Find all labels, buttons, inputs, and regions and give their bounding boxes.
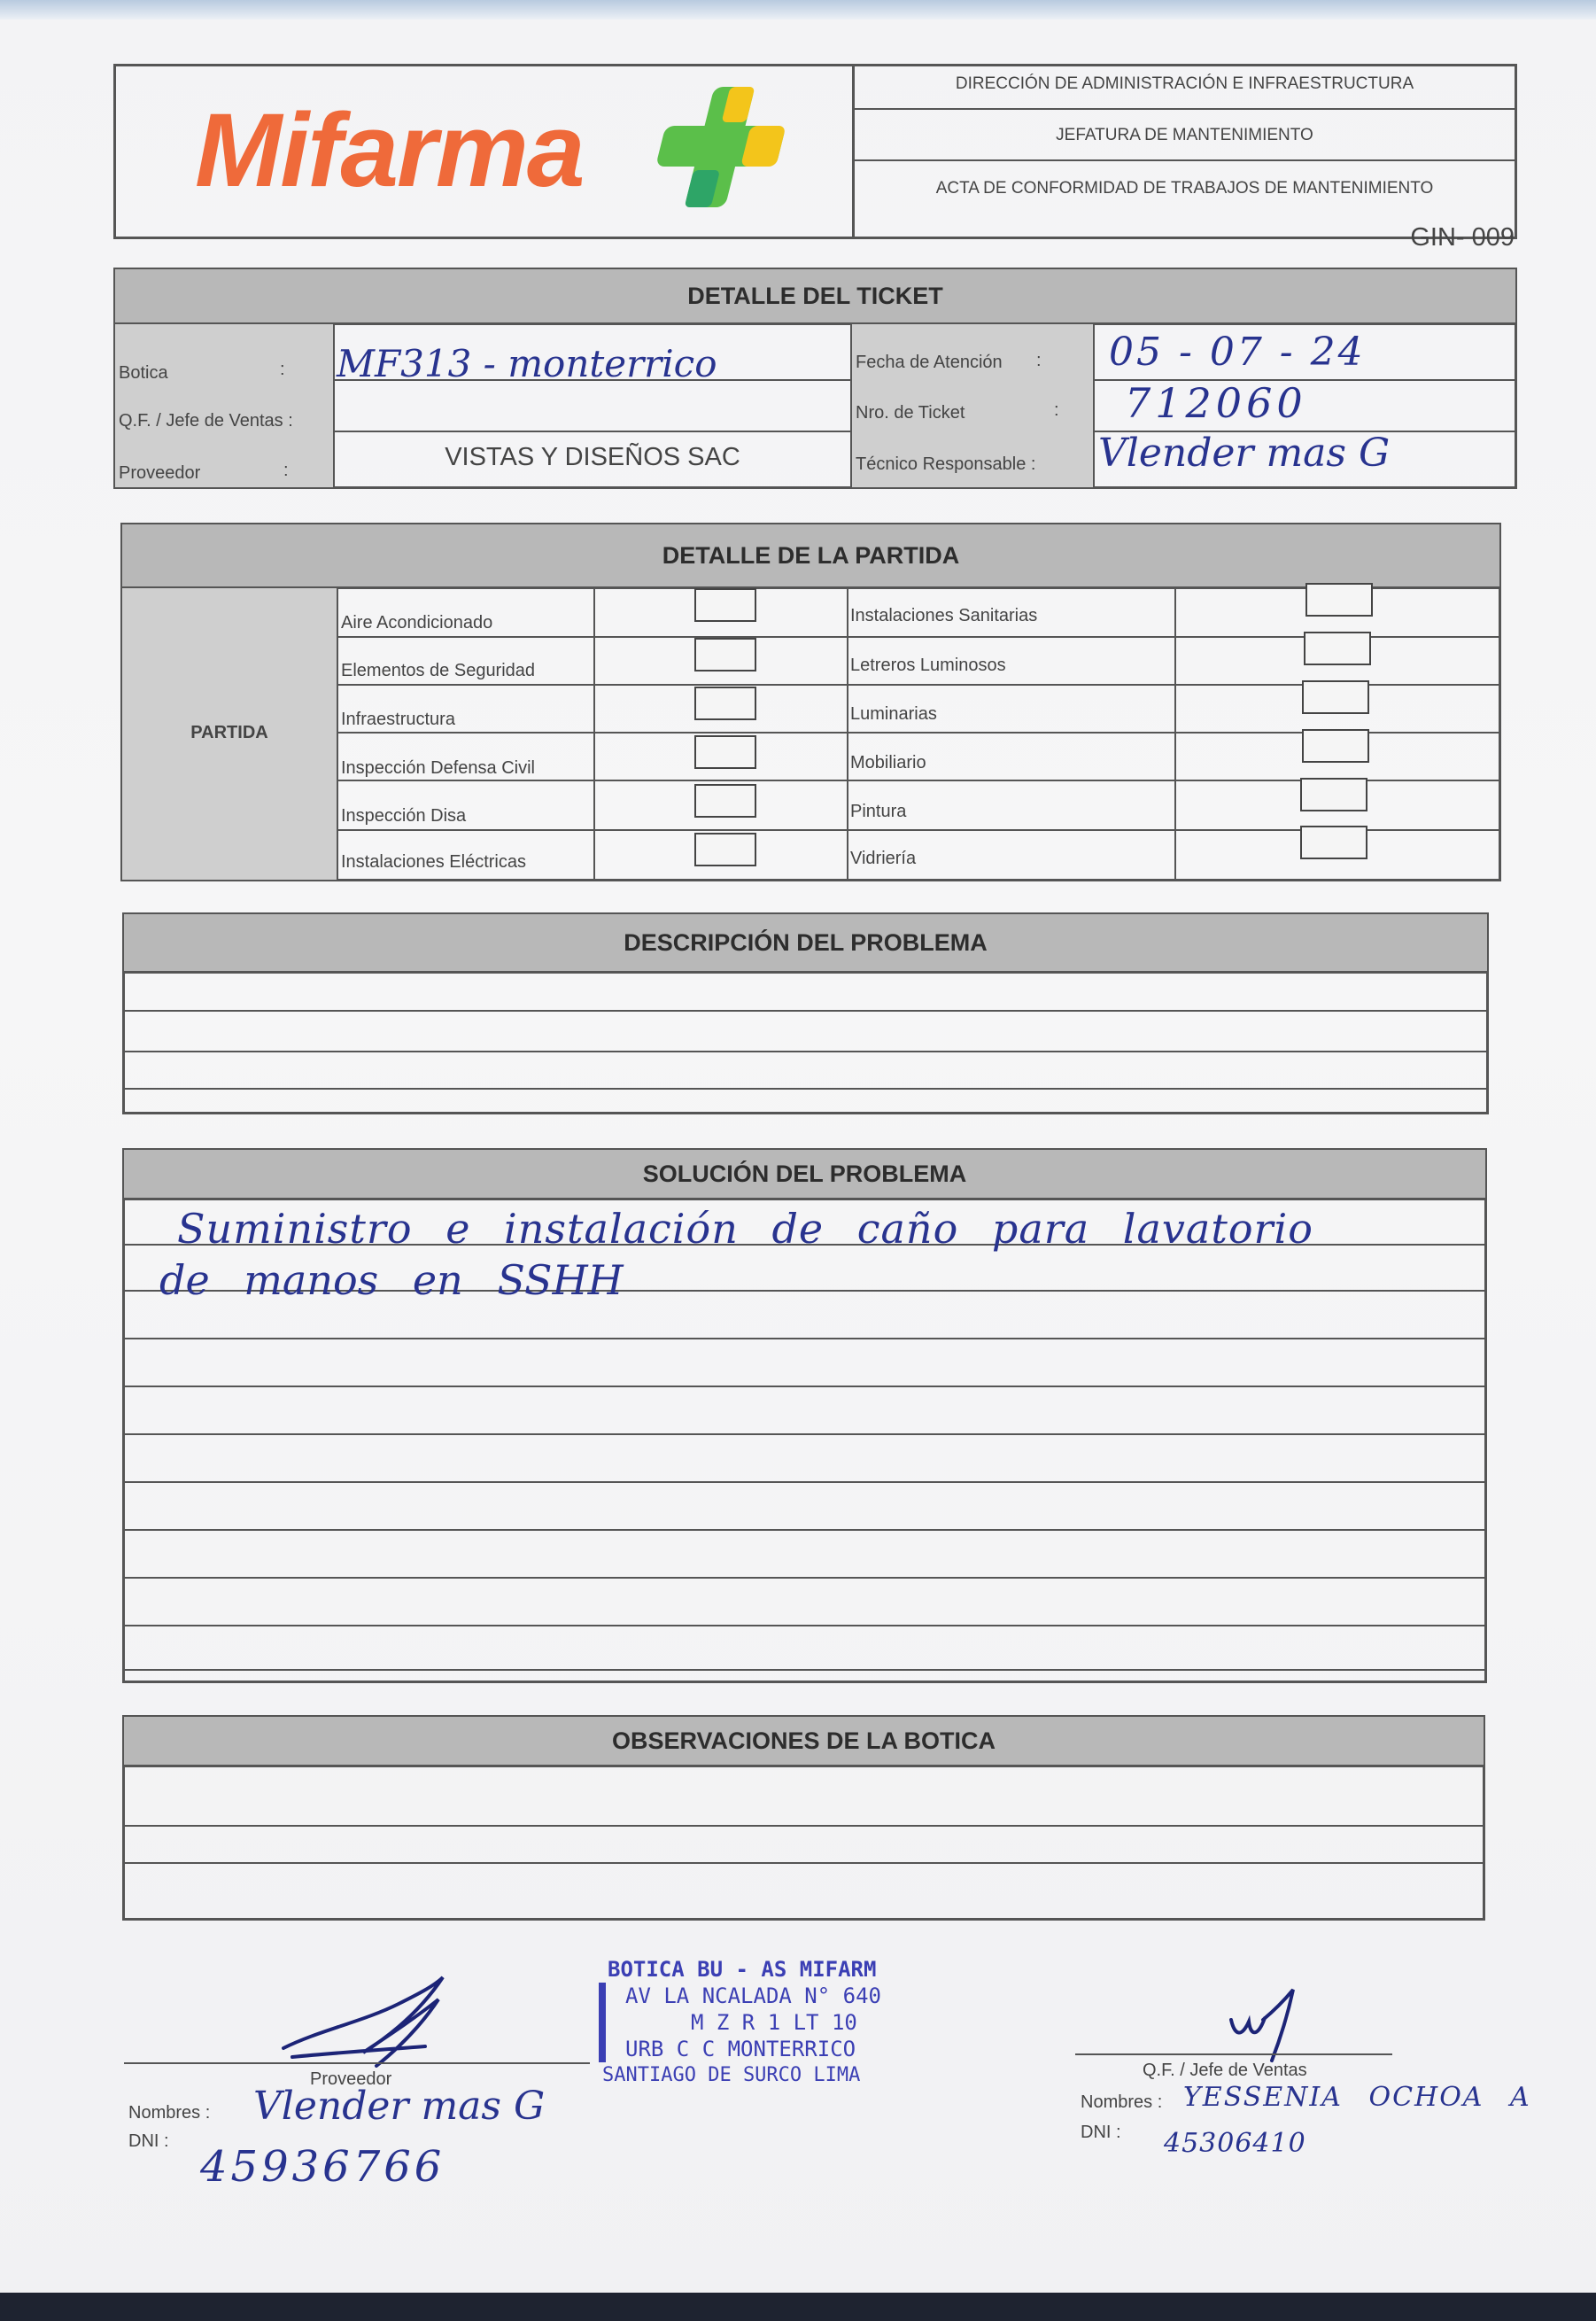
partida-side-label: PARTIDA: [190, 723, 268, 742]
tecnico-label: Técnico Responsable :: [856, 454, 1036, 474]
partida-item: Elementos de Seguridad: [341, 661, 536, 680]
proveedor-nombre-value: Vlender mas G: [253, 2084, 546, 2129]
header-line-1: DIRECCIÓN DE ADMINISTRACIÓN E INFRAESTRUCTURA: [955, 74, 1414, 93]
ticket-title: DETALLE DEL TICKET: [115, 269, 1515, 322]
checkbox-luminarias[interactable]: [1302, 680, 1369, 714]
header-line-3: ACTA DE CONFORMIDAD DE TRABAJOS DE MANTENIMIENTO: [935, 179, 1434, 198]
checkbox-vidrieria[interactable]: [1300, 826, 1367, 859]
proveedor-signature: [266, 1968, 478, 2084]
descripcion-field[interactable]: [124, 973, 1487, 1113]
partida-item: Luminarias: [850, 704, 937, 724]
qf-label: Q.F. / Jefe de Ventas :: [119, 411, 293, 431]
partida-item: Aire Acondicionado: [341, 613, 493, 633]
checkbox-aire-acondicionado[interactable]: [694, 588, 756, 622]
checkbox-elementos-seguridad[interactable]: [694, 638, 756, 671]
partida-item: Inspección Disa: [341, 806, 467, 826]
qf-signature: [1222, 1984, 1329, 2064]
proveedor-signature-line: [124, 2062, 590, 2064]
observaciones-field[interactable]: [124, 1766, 1484, 1919]
solucion-title: SOLUCIÓN DEL PROBLEMA: [124, 1150, 1485, 1198]
header-line-2: JEFATURA DE MANTENIMIENTO: [1056, 126, 1313, 144]
partida-item: Inspección Defensa Civil: [341, 758, 535, 778]
qf-nombre-value: YESSENIA OCHOA A: [1183, 2082, 1531, 2113]
nro-ticket-label: Nro. de Ticket: [856, 403, 965, 423]
checkbox-instalaciones-electricas[interactable]: [694, 833, 756, 866]
paper-top-edge: [0, 0, 1596, 19]
proveedor-nombres-label: Nombres :: [128, 2103, 211, 2123]
partida-item: Vidriería: [850, 849, 917, 868]
checkbox-infraestructura[interactable]: [694, 687, 756, 720]
mifarma-logo: [195, 82, 815, 214]
fecha-value: 05 - 07 - 24: [1109, 330, 1366, 375]
partida-item: Infraestructura: [341, 710, 455, 729]
checkbox-defensa-civil[interactable]: [694, 735, 756, 769]
partida-item: Instalaciones Eléctricas: [341, 852, 526, 872]
checkbox-letreros-luminosos[interactable]: [1304, 632, 1371, 665]
partida-title: DETALLE DE LA PARTIDA: [122, 524, 1499, 586]
brand-wordmark: Mifarma: [195, 92, 584, 209]
checkbox-pintura[interactable]: [1300, 778, 1367, 811]
proveedor-value: VISTAS Y DISEÑOS SAC: [445, 443, 740, 471]
qf-signature-label: Q.F. / Jefe de Ventas: [1143, 2061, 1307, 2080]
partida-item: Mobiliario: [850, 753, 926, 772]
table-surface: [0, 2293, 1596, 2321]
nro-ticket-value: 712060: [1125, 379, 1307, 427]
checkbox-inspeccion-disa[interactable]: [694, 784, 756, 818]
qf-dni-value: 45306410: [1164, 2128, 1306, 2159]
partida-item: Instalaciones Sanitarias: [850, 606, 1038, 625]
checkbox-mobiliario[interactable]: [1302, 729, 1369, 763]
descripcion-title: DESCRIPCIÓN DEL PROBLEMA: [124, 914, 1487, 971]
tecnico-value: Vlender mas G: [1098, 431, 1391, 476]
proveedor-dni-value: 45936766: [200, 2142, 445, 2192]
solucion-text-line-2: de manos en SSHH: [159, 1256, 624, 1304]
qf-nombres-label: Nombres :: [1081, 2092, 1163, 2112]
proveedor-label: Proveedor: [119, 463, 201, 483]
proveedor-dni-label: DNI :: [128, 2131, 169, 2151]
form-code: GIN- 009: [1410, 223, 1515, 252]
checkbox-instalaciones-sanitarias[interactable]: [1305, 583, 1373, 617]
qf-dni-label: DNI :: [1081, 2123, 1121, 2142]
proveedor-signature-label: Proveedor: [310, 2069, 392, 2089]
botica-label: Botica: [119, 363, 168, 383]
fecha-label: Fecha de Atención: [856, 353, 1003, 372]
botica-stamp: BOTICA BU - AS MIFARM AV LA NCALADA N° 640 M Z R 1 LT 10 URB C C MONTERRICO SANTIAGO DE SURCO LIMA: [599, 1956, 971, 2089]
qf-signature-line: [1075, 2053, 1392, 2055]
green-cross-icon: [647, 82, 806, 214]
partida-item: Pintura: [850, 802, 907, 821]
botica-value: MF313 - monterrico: [337, 342, 717, 385]
solucion-text-line-1: Suministro e instalación de caño para lavatorio: [177, 1205, 1313, 1253]
observaciones-title: OBSERVACIONES DE LA BOTICA: [124, 1717, 1484, 1765]
partida-item: Letreros Luminosos: [850, 656, 1006, 675]
